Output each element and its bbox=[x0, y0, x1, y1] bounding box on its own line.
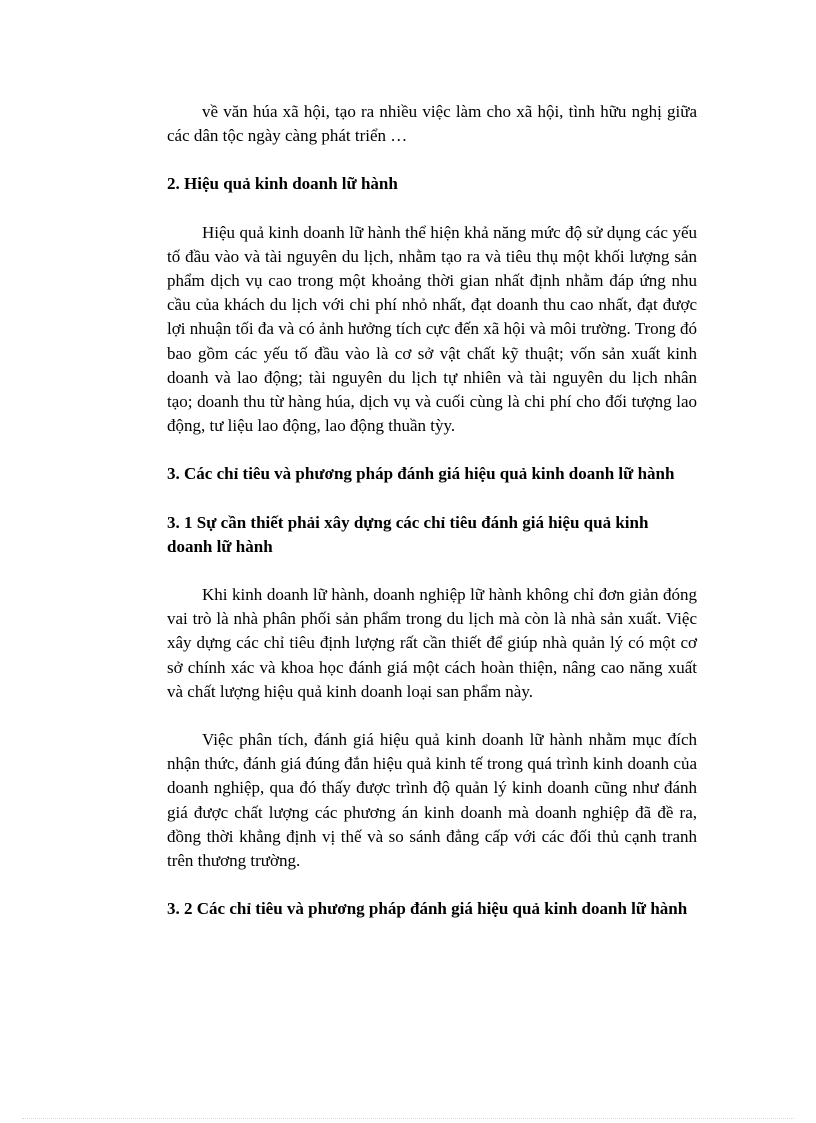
intro-paragraph: về văn húa xã hội, tạo ra nhiều việc làm cho xã hội, tình hữu nghị giữa các dân tộc ngày càng phát triển … bbox=[167, 102, 697, 146]
section-3-1-heading: 3. 1 Sự cần thiết phải xây dựng các chỉ tiêu đánh giá hiệu quả kinh doanh lữ hành bbox=[167, 512, 649, 556]
page-bottom-border bbox=[22, 1118, 794, 1119]
section-3-heading: 3. Các chỉ tiêu và phương pháp đánh giá hiệu quả kinh doanh lữ hành bbox=[167, 464, 675, 484]
section-2-heading: 2. Hiệu quả kinh doanh lữ hành bbox=[167, 174, 398, 194]
section-3-1-paragraph-2: Việc phân tích, đánh giá hiệu quả kinh doanh lữ hành nhằm mục đích nhận thức, đánh giá đúng đắn hiệu quả kinh tế trong quá trình kinh doanh của doanh nghiệp, qua đó thấy được trình độ quản lý kinh doanh cũng như đánh giá được chất lượng các phương án kinh doanh mà doanh nghiệp đã đề ra, đồng thời khẳng định vị thế và so sánh đẳng cấp với các đối thủ cạnh tranh trên thương trường. bbox=[167, 730, 697, 871]
section-2-paragraph: Hiệu quả kinh doanh lữ hành thể hiện khả năng mức độ sử dụng các yếu tố đầu vào và tài nguyên du lịch, nhằm tạo ra và tiêu thụ một khối lượng sản phẩm dịch vụ cao trong một khoảng thời gian nhất định nhằm đáp ứng nhu cầu của khách du lịch với chi phí nhỏ nhất, đạt doanh thu cao nhất, đạt được lợi nhuận tối đa và có ảnh hưởng tích cực đến xã hội và môi trường. Trong đó bao gồm các yếu tố đầu vào là cơ sở vật chất kỹ thuật; vốn sản xuất kinh doanh và lao động; tài nguyên du lịch tự nhiên và tài nguyên du lịch nhân tạo; doanh thu từ hàng húa, dịch vụ và cuối cùng là chi phí cho đối tượng lao động, tư liệu lao động, lao động thuần tỳy. bbox=[167, 222, 697, 436]
section-3-2-heading: 3. 2 Các chỉ tiêu và phương pháp đánh giá hiệu quả kinh doanh lữ hành bbox=[167, 899, 688, 919]
document-page bbox=[167, 100, 697, 921]
section-3-1-paragraph-1: Khi kinh doanh lữ hành, doanh nghiệp lữ hành không chỉ đơn giản đóng vai trò là nhà phân phối sản phẩm trong du lịch mà còn là nhà sản xuất. Việc xây dựng các chỉ tiêu định lượng rất cần thiết để giúp nhà quản lý có một cơ sở chính xác và khoa học đánh giá một cách hoàn thiện, nâng cao năng xuất và chất lượng hiệu quả kinh doanh loại san phẩm này. bbox=[167, 585, 697, 701]
